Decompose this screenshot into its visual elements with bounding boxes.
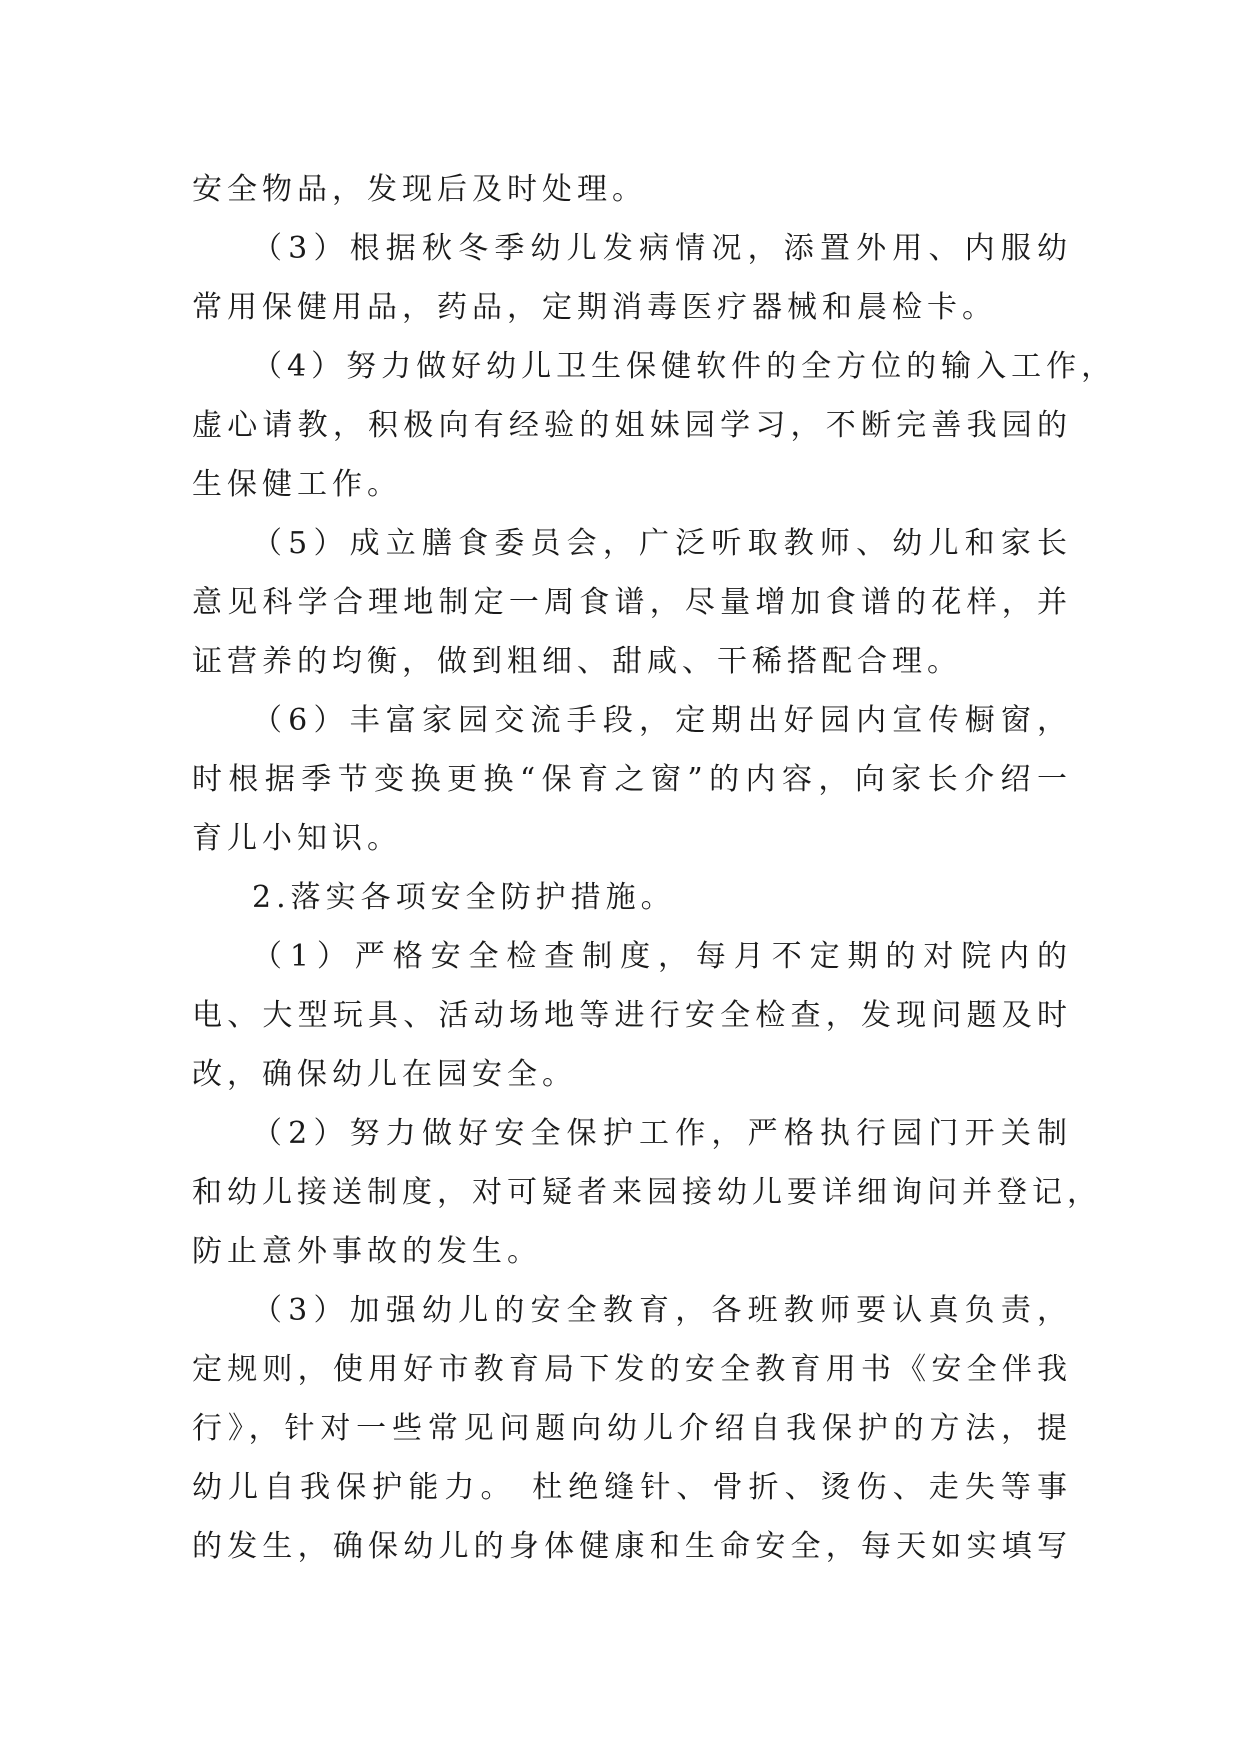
paragraph-line: （3）加强幼儿的安全教育，各班教师要认真负责，	[252, 1293, 1072, 1328]
paragraph-line: 防止意外事故的发生。	[192, 1234, 542, 1269]
document-body	[192, 160, 1117, 1576]
paragraph-line: 电、大型玩具、活动场地等进行安全检查，发现问题及时	[192, 998, 1072, 1033]
paragraph-line: 的发生，确保幼儿的身体健康和生命安全，每天如实填写	[192, 1529, 1072, 1564]
paragraph-line: （3）根据秋冬季幼儿发病情况，添置外用、内服幼	[252, 231, 1072, 266]
paragraph-line: （5）成立膳食委员会，广泛听取教师、幼儿和家长	[252, 526, 1072, 561]
paragraph-line: （2）努力做好安全保护工作，严格执行园门开关制	[252, 1116, 1072, 1151]
paragraph-line: 安全物品，发现后及时处理。	[192, 172, 647, 207]
section-heading: 2.落实各项安全防护措施。	[252, 880, 676, 915]
paragraph-line: 改，确保幼儿在园安全。	[192, 1057, 577, 1092]
paragraph-line: 定规则，使用好市教育局下发的安全教育用书《安全伴我	[192, 1352, 1072, 1387]
paragraph-line: 证营养的均衡，做到粗细、甜咸、干稀搭配合理。	[192, 644, 962, 679]
paragraph-line: 生保健工作。	[192, 467, 402, 502]
paragraph-line: 虚心请教，积极向有经验的姐妹园学习，不断完善我园的	[192, 408, 1072, 443]
paragraph-line: 和幼儿接送制度，对可疑者来园接幼儿要详细询问并登记，	[192, 1175, 1102, 1210]
paragraph-line: 时根据季节变换更换“保育之窗”的内容，向家长介绍一	[192, 762, 1072, 797]
paragraph-line: 育儿小知识。	[192, 821, 402, 856]
paragraph-line: （4）努力做好幼儿卫生保健软件的全方位的输入工作，	[252, 349, 1117, 384]
paragraph-line: 行》，针对一些常见问题向幼儿介绍自我保护的方法，提	[192, 1411, 1072, 1446]
paragraph-line: 常用保健用品，药品，定期消毒医疗器械和晨检卡。	[192, 290, 997, 325]
paragraph-line: （1）严格安全检查制度，每月不定期的对院内的	[252, 939, 1072, 974]
paragraph-line: 幼儿自我保护能力。 杜绝缝针、骨折、烫伤、走失等事	[192, 1470, 1072, 1505]
paragraph-line: 意见科学合理地制定一周食谱，尽量增加食谱的花样，并	[192, 585, 1072, 620]
paragraph-line: （6）丰富家园交流手段，定期出好园内宣传橱窗，	[252, 703, 1072, 738]
